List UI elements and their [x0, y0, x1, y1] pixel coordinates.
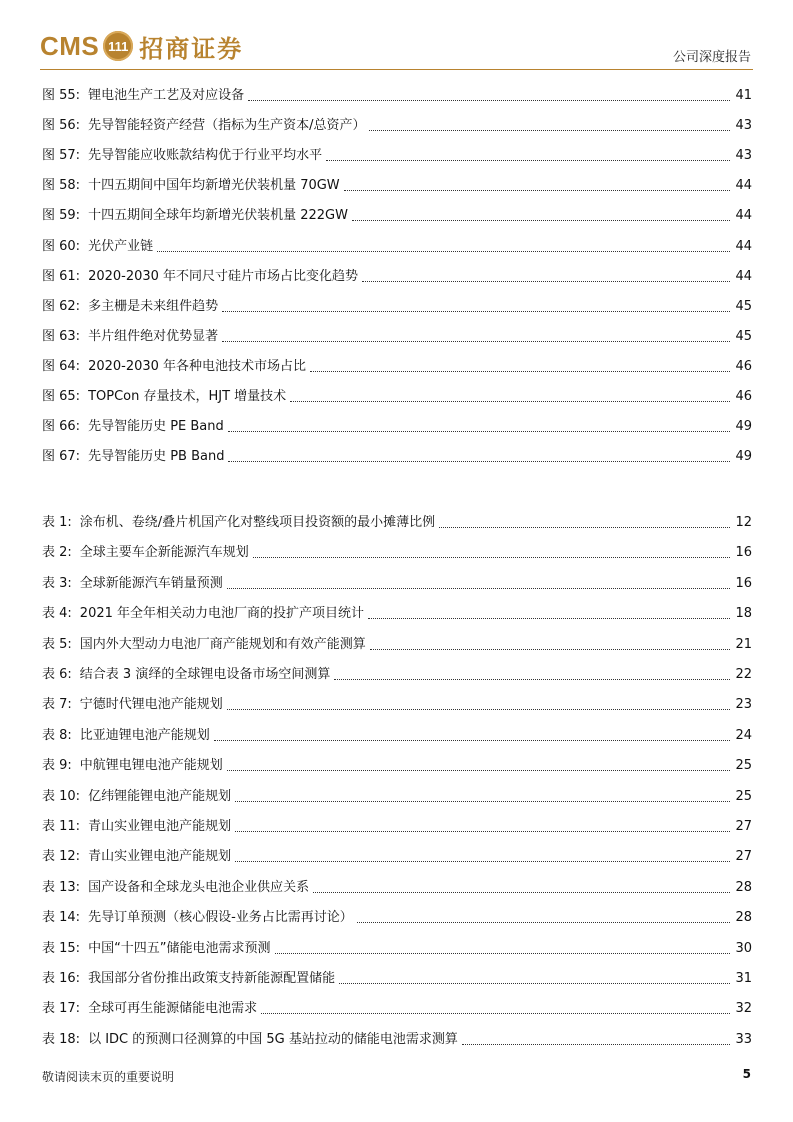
- toc-entry-label: 图 60:: [42, 238, 81, 254]
- toc-entry-page: 46: [735, 389, 752, 404]
- toc-entry-label: 表 11:: [42, 819, 81, 834]
- page-header: [0, 0, 793, 72]
- toc-entry-title: 光伏产业链: [88, 238, 154, 254]
- dot-leader: [326, 160, 730, 161]
- toc-entry-title: 2020-2030 年各种电池技术市场占比: [88, 358, 307, 374]
- toc-entry[interactable]: [42, 511, 752, 531]
- dot-leader: [227, 588, 730, 589]
- dot-leader: [339, 983, 730, 984]
- toc-entry[interactable]: [42, 174, 752, 194]
- toc-entry-page: 22: [735, 667, 752, 682]
- toc-entry-label: 表 2:: [42, 545, 72, 561]
- toc-entry-title: 我国部分省份推出政策支持新能源配置储能: [88, 971, 336, 986]
- toc-entry[interactable]: [42, 876, 752, 896]
- toc-entry-page: 41: [735, 88, 752, 103]
- dot-leader: [352, 220, 730, 221]
- toc-entry-page: 44: [735, 238, 752, 254]
- dot-leader: [275, 953, 730, 954]
- page-number: 5: [742, 1067, 751, 1081]
- toc-entry-page: 23: [735, 697, 752, 713]
- toc-entry-label: 图 62:: [42, 298, 81, 314]
- logo-latin-text: CMS: [40, 30, 100, 61]
- dot-leader: [344, 190, 730, 191]
- toc-entry-page: 43: [735, 148, 752, 164]
- dot-leader: [248, 100, 730, 101]
- toc-entry-page: 27: [735, 819, 752, 834]
- toc-entry[interactable]: [42, 693, 752, 713]
- toc-entry-page: 44: [735, 268, 752, 284]
- report-type-label: 公司深度报告: [672, 50, 751, 65]
- toc-entry-title: 半片组件绝对优势显著: [88, 328, 219, 344]
- toc-entry-label: 图 64:: [42, 358, 81, 374]
- toc-entry-title: 多主栅是未来组件趋势: [88, 298, 219, 314]
- toc-entry-title: TOPCon 存量技术，HJT 增量技术: [88, 389, 287, 404]
- toc-entry-page: 16: [735, 575, 752, 591]
- toc-entry-title: 先导智能轻资产经营（指标为生产资本/总资产）: [88, 118, 366, 134]
- toc-entry[interactable]: [42, 235, 752, 255]
- toc-entry-page: 16: [735, 545, 752, 561]
- dot-leader: [334, 679, 730, 680]
- toc-entry-page: 33: [735, 1031, 752, 1047]
- dot-leader: [462, 1044, 730, 1045]
- toc-entry-label: 图 55:: [42, 88, 81, 103]
- dot-leader: [310, 371, 730, 372]
- toc-entry-label: 表 9:: [42, 758, 72, 774]
- toc-entry[interactable]: [42, 663, 752, 683]
- toc-entry-page: 46: [735, 358, 752, 374]
- toc-entry[interactable]: [42, 602, 752, 622]
- toc-entry[interactable]: [42, 815, 752, 835]
- toc-entry-label: 表 16:: [42, 971, 81, 986]
- toc-entry-label: 表 10:: [42, 788, 81, 804]
- toc-entry-label: 图 56:: [42, 118, 81, 134]
- toc-entry[interactable]: [42, 204, 752, 224]
- toc-entry-label: 表 14:: [42, 910, 81, 926]
- toc-entry-title: 涂布机、卷绕/叠片机国产化对整线项目投资额的最小摊薄比例: [79, 515, 436, 530]
- toc-entry-label: 表 17:: [42, 1001, 81, 1017]
- toc-entry[interactable]: [42, 295, 752, 315]
- toc-entry[interactable]: [42, 724, 752, 744]
- toc-entry-label: 图 67:: [42, 449, 81, 465]
- toc-entry[interactable]: [42, 754, 752, 774]
- toc-entry-label: 表 15:: [42, 940, 81, 956]
- dot-leader: [235, 801, 730, 802]
- dot-leader: [235, 831, 730, 832]
- toc-entry-title: 2020-2030 年不同尺寸硅片市场占比变化趋势: [88, 268, 359, 284]
- toc-entry-page: 18: [735, 606, 752, 622]
- toc-entry-label: 图 59:: [42, 208, 81, 224]
- toc-entry-title: 国内外大型动力电池厂商产能规划和有效产能测算: [79, 636, 366, 652]
- toc-entry[interactable]: [42, 325, 752, 345]
- dot-leader: [290, 401, 730, 402]
- toc-entry-title: 十四五期间中国年均新增光伏装机量 70GW: [88, 178, 340, 194]
- toc-entry-title: 先导智能历史 PB Band: [88, 449, 225, 465]
- toc-entry-page: 12: [735, 515, 752, 530]
- toc-entry[interactable]: [42, 906, 752, 926]
- dot-leader: [214, 740, 730, 741]
- toc-entry-label: 图 66:: [42, 419, 81, 435]
- dot-leader: [235, 861, 730, 862]
- toc-entry-title: 亿纬锂能锂电池产能规划: [88, 788, 232, 804]
- dot-leader: [222, 311, 730, 312]
- toc-entry-label: 表 1:: [42, 515, 72, 530]
- toc-entry-page: 49: [735, 449, 752, 465]
- toc-entry-title: 中国“十四五”储能电池需求预测: [88, 940, 271, 956]
- toc-entry-page: 44: [735, 178, 752, 194]
- dot-leader: [368, 618, 730, 619]
- toc-entry-page: 43: [735, 118, 752, 134]
- toc-entry-label: 表 7:: [42, 697, 72, 713]
- toc-entry-title: 结合表 3 演绎的全球锂电设备市场空间测算: [79, 667, 331, 682]
- toc-entry-page: 24: [735, 727, 752, 743]
- toc-entry-title: 先导智能应收账款结构优于行业平均水平: [88, 148, 323, 164]
- toc-entry-title: 十四五期间全球年均新增光伏装机量 222GW: [88, 208, 348, 224]
- toc-entry[interactable]: [42, 785, 752, 805]
- toc-entry[interactable]: [42, 114, 752, 134]
- toc-entry-page: 27: [735, 849, 752, 865]
- toc-entry-title: 全球可再生能源储能电池需求: [88, 1001, 258, 1017]
- toc-entry[interactable]: [42, 967, 752, 987]
- toc-entry-title: 比亚迪锂电池产能规划: [79, 727, 210, 743]
- toc-entry-title: 全球主要车企新能源汽车规划: [79, 545, 249, 561]
- toc-entry[interactable]: [42, 541, 752, 561]
- header-divider: [40, 69, 753, 70]
- dot-leader: [228, 431, 730, 432]
- toc-entry[interactable]: [42, 84, 752, 104]
- toc-entry-label: 表 8:: [42, 727, 72, 743]
- toc-entry-page: 28: [735, 879, 752, 895]
- toc-entry[interactable]: [42, 1028, 752, 1048]
- toc-entry[interactable]: [42, 445, 752, 465]
- toc-entry[interactable]: [42, 845, 752, 865]
- toc-entry[interactable]: [42, 633, 752, 653]
- dot-leader: [439, 527, 730, 528]
- toc-entry-label: 图 58:: [42, 178, 81, 194]
- toc-entry-page: 28: [735, 910, 752, 926]
- toc-entry-title: 以 IDC 的预测口径测算的中国 5G 基站拉动的储能电池需求测算: [88, 1031, 458, 1047]
- toc-entry[interactable]: [42, 355, 752, 375]
- toc-entry-label: 表 13:: [42, 879, 81, 895]
- logo-chinese-text: 招商证券: [139, 33, 244, 63]
- toc-entry-title: 2021 年全年相关动力电池厂商的投扩产项目统计: [79, 606, 365, 622]
- logo-badge-icon: 111: [103, 31, 133, 61]
- toc-entry[interactable]: [42, 572, 752, 592]
- toc-entry-title: 青山实业锂电池产能规划: [88, 849, 232, 865]
- toc-entry-label: 表 3:: [42, 575, 72, 591]
- toc-entry-page: 30: [735, 940, 752, 956]
- dot-leader: [227, 709, 730, 710]
- toc-entry-label: 图 63:: [42, 328, 81, 344]
- toc-entry-label: 图 65:: [42, 389, 81, 404]
- toc-entry[interactable]: [42, 385, 752, 405]
- toc-entry-label: 表 4:: [42, 606, 72, 622]
- toc-entry-title: 中航锂电锂电池产能规划: [79, 758, 223, 774]
- dot-leader: [227, 770, 730, 771]
- dot-leader: [228, 461, 730, 462]
- dot-leader: [253, 557, 730, 558]
- toc-entry-page: 21: [735, 636, 752, 652]
- toc-entry-page: 32: [735, 1001, 752, 1017]
- dot-leader: [369, 130, 730, 131]
- toc-entry[interactable]: [42, 937, 752, 957]
- toc-entry[interactable]: [42, 415, 752, 435]
- toc-entry-title: 先导智能历史 PE Band: [88, 419, 224, 435]
- toc-entry[interactable]: [42, 997, 752, 1017]
- toc-entry-label: 表 6:: [42, 667, 72, 682]
- dot-leader: [261, 1013, 730, 1014]
- toc-entry-title: 全球新能源汽车销量预测: [79, 575, 223, 591]
- toc-entry-page: 25: [735, 758, 752, 774]
- toc-entry-page: 25: [735, 788, 752, 804]
- toc-entry-label: 表 18:: [42, 1031, 81, 1047]
- disclaimer-note: 敬请阅读末页的重要说明: [42, 1070, 175, 1084]
- toc-entry-label: 表 5:: [42, 636, 72, 652]
- toc-entry-page: 49: [735, 419, 752, 435]
- toc-entry-title: 青山实业锂电池产能规划: [88, 819, 232, 834]
- dot-leader: [370, 649, 730, 650]
- toc-entry-label: 图 57:: [42, 148, 81, 164]
- toc-entry-page: 31: [735, 971, 752, 986]
- dot-leader: [157, 251, 730, 252]
- toc-entry-title: 国产设备和全球龙头电池企业供应关系: [88, 879, 310, 895]
- dot-leader: [357, 922, 730, 923]
- toc-entry-label: 图 61:: [42, 268, 81, 284]
- dot-leader: [222, 341, 730, 342]
- toc-entry[interactable]: [42, 265, 752, 285]
- company-logo: [40, 28, 243, 64]
- dot-leader: [362, 281, 730, 282]
- toc-entry-title: 锂电池生产工艺及对应设备: [88, 88, 245, 103]
- toc-entry-page: 45: [735, 328, 752, 344]
- toc-entry-page: 44: [735, 208, 752, 224]
- toc-entry-title: 宁德时代锂电池产能规划: [79, 697, 223, 713]
- dot-leader: [313, 892, 730, 893]
- toc-entry[interactable]: [42, 144, 752, 164]
- toc-entry-title: 先导订单预测（核心假设-业务占比需再讨论）: [88, 910, 353, 926]
- toc-entry-page: 45: [735, 298, 752, 314]
- toc-entry-label: 表 12:: [42, 849, 81, 865]
